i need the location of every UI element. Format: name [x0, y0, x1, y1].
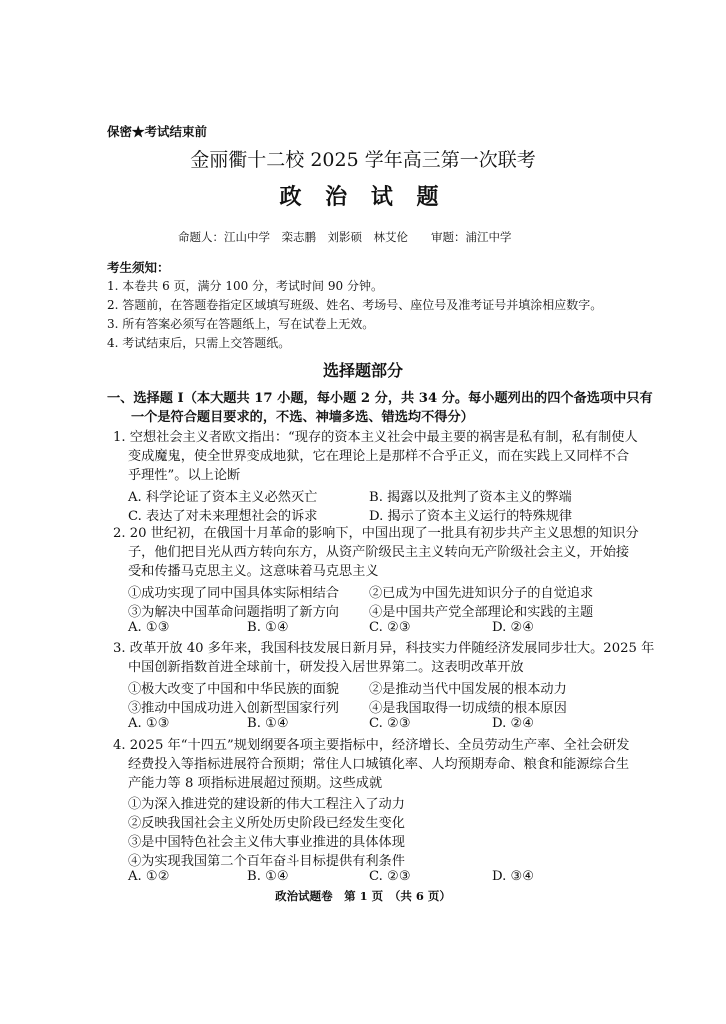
- option: B. 揭露以及批判了资本主义的弊端: [369, 490, 572, 505]
- option: A. ①③: [128, 620, 170, 635]
- question-2-line: 子，他们把目光从西方转向东方，从资产阶级民主主义转向无产阶级社会主义，开始接: [128, 545, 630, 560]
- statement: ①极大改变了中国和中华民族的面貌: [128, 682, 339, 697]
- question-3-line: 中国创新指数首进全球前十，研发投入居世界第二。这表明改革开放: [128, 660, 524, 675]
- subject-title: 政 治 试 题: [279, 184, 447, 210]
- question-1-line: 变成魔鬼，使全世界变成地狱，它在理论上是那样不合乎正义，而在实践上又同样不合: [128, 449, 630, 464]
- section-instruction: 一、选择题 Ⅰ（本大题共 17 小题，每小题 2 分，共 34 分。每小题列出的四个备选项中只有: [107, 391, 653, 406]
- option: C. ②③: [369, 716, 411, 731]
- authors-line: 命题人：江山中学 栾志鹏 刘影硕 林艾伦 审题：浦江中学: [178, 230, 512, 244]
- confidential-label: 保密★考试结束前: [107, 124, 208, 139]
- notice-item: 1. 本卷共 6 页，满分 100 分，考试时间 90 分钟。: [107, 279, 383, 293]
- statement: ①成功实现了同中国具体实际相结合: [128, 586, 339, 601]
- statement: ②反映我国社会主义所处历史阶段已经发生变化: [128, 816, 405, 831]
- question-1-line: 乎理性”。以上论断: [128, 468, 241, 483]
- option: A. ①②: [128, 869, 170, 884]
- notice-item: 4. 考试结束后，只需上交答题纸。: [107, 336, 291, 350]
- notice-title: 考生须知：: [107, 260, 170, 275]
- question-4-line: 4. 2025 年“十四五”规划纲要各项主要指标中，经济增长、全员劳动生产率、全社会研发: [113, 738, 630, 753]
- question-4-line: 经费投入等指标进展符合预期；常住人口城镇化率、人均预期寿命、粮食和能源综合生: [128, 757, 630, 772]
- question-4-line: 产能力等 8 项指标进展超过预期。这些成就: [128, 776, 383, 791]
- question-1-line: 1. 空想社会主义者欧文指出：“现存的资本主义社会中最主要的祸害是私有制，私有制使人: [113, 430, 638, 445]
- option: D. ②④: [492, 716, 535, 731]
- question-2-line: 2. 20 世纪初，在俄国十月革命的影响下，中国出现了一批具有初步共产主义思想的知识分: [113, 526, 639, 541]
- question-3-line: 3. 改革开放 40 多年来，我国科技发展日新月异，科技实力伴随经济发展同步壮大。2025 年: [113, 641, 655, 656]
- option: B. ①④: [247, 716, 289, 731]
- notice-item: 3. 所有答案必须写在答题纸上，写在试卷上无效。: [107, 317, 375, 331]
- option: D. ③④: [492, 869, 535, 884]
- option: A. 科学论证了资本主义必然灭亡: [128, 490, 318, 505]
- option: A. ①③: [128, 716, 170, 731]
- option: B. ①④: [247, 869, 289, 884]
- option: C. ②③: [369, 869, 411, 884]
- statement: ④为实现我国第二个百年奋斗目标提供有利条件: [128, 854, 405, 869]
- statement: ②是推动当代中国发展的根本动力: [369, 682, 567, 697]
- option: C. ②③: [369, 620, 411, 635]
- statement: ④是中国共产党全部理论和实践的主题: [369, 605, 594, 620]
- statement: ①为深入推进党的建设新的伟大工程注入了动力: [128, 797, 405, 812]
- statement: ③为解决中国革命问题指明了新方向: [128, 605, 339, 620]
- page-footer: 政治试题卷 第 1 页 （共 6 页）: [275, 889, 451, 903]
- option: B. ①④: [247, 620, 289, 635]
- question-2-line: 受和传播马克思主义。这意味着马克思主义: [128, 564, 379, 579]
- statement: ④是我国取得一切成绩的根本原因: [369, 701, 567, 716]
- statement: ②已成为中国先进知识分子的自觉追求: [369, 586, 594, 601]
- section-title: 选择题部分: [322, 361, 403, 380]
- section-instruction: 一个是符合题目要求的，不选、神墙多选、错选均不得分）: [131, 410, 474, 425]
- statement: ③是中国特色社会主义伟大事业推进的具体体现: [128, 835, 405, 850]
- notice-item: 2. 答题前，在答题卷指定区域填写班级、姓名、考场号、座位号及准考证号并填涂相应数字。: [107, 298, 603, 312]
- option: D. ②④: [492, 620, 535, 635]
- exam-title: 金丽衢十二校 2025 学年高三第一次联考: [190, 149, 536, 171]
- option: C. 表达了对未来理想社会的诉求: [128, 509, 318, 524]
- statement: ③推动中国成功进入创新型国家行列: [128, 701, 339, 716]
- option: D. 揭示了资本主义运行的特殊规律: [369, 509, 573, 524]
